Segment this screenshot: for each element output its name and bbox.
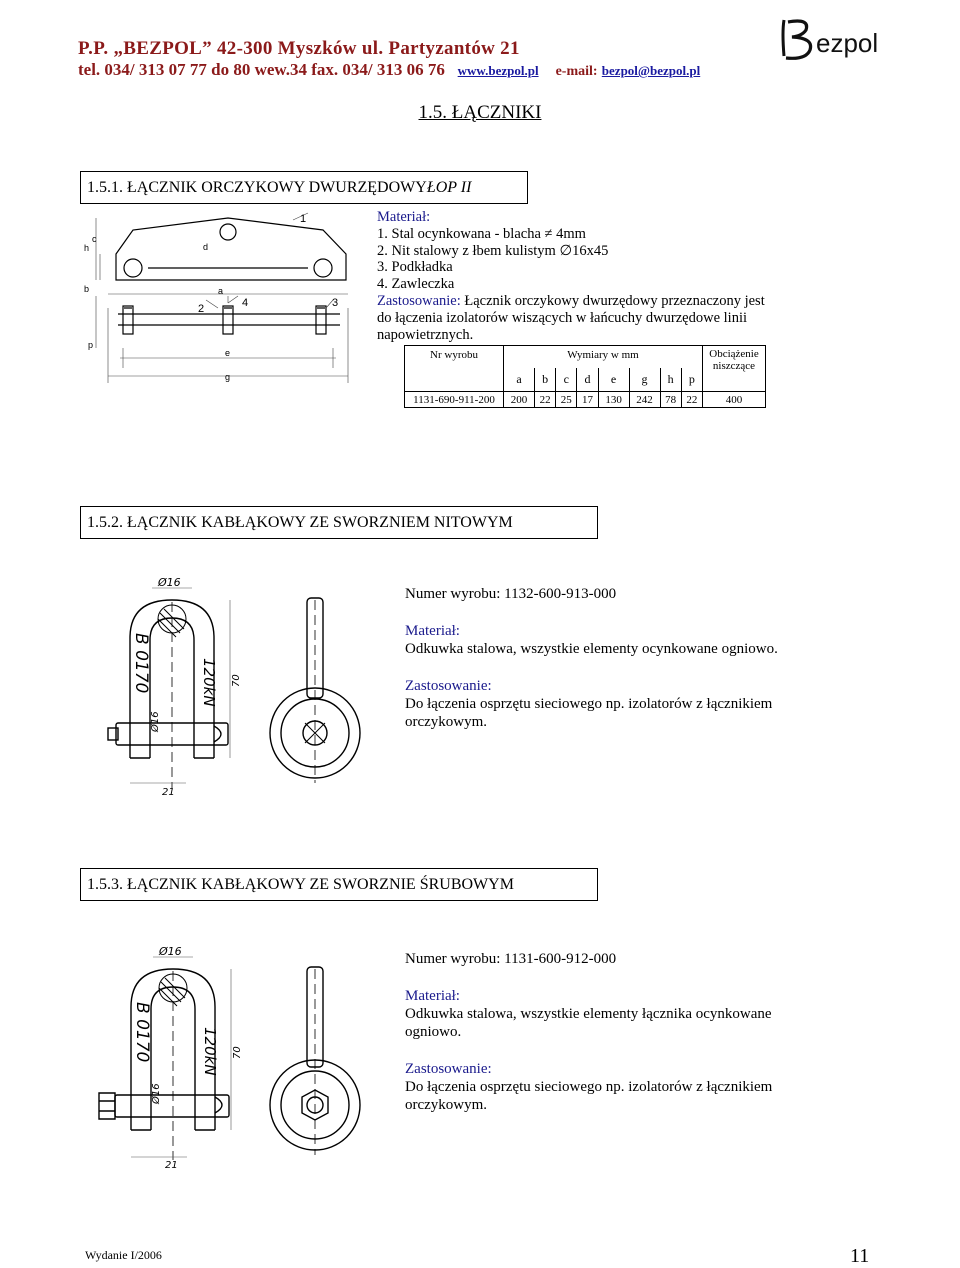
cell-dim: 130: [598, 392, 629, 408]
cell-dim: 242: [629, 392, 660, 408]
dim-21: 21: [165, 1160, 178, 1170]
label-n4: 4: [242, 297, 249, 309]
section1-usage-text: Łącznik orczykowy dwurzędowy przeznaczony jest: [460, 292, 765, 309]
material-item: 3. Podkładka: [377, 259, 453, 276]
cell-dim: 22: [681, 392, 702, 408]
header-company-line: P.P. „BEZPOL” 42-300 Myszków ul. Partyzantów 21: [78, 38, 520, 59]
section2-material-text: Odkuwka stalowa, wszystkie elementy ocynkowane ogniowo.: [405, 641, 778, 657]
section3-product-number: Numer wyrobu: 1131-600-912-000: [405, 951, 617, 967]
dim-d16-pin: Ø16: [150, 711, 161, 732]
section1-title-text: 1.5.1. ŁĄCZNIK ORCZYKOWY DWURZĘDOWY: [87, 178, 427, 196]
section2-usage-label: Zastosowanie:: [405, 678, 492, 694]
section2-title: 1.5.2. ŁĄCZNIK KABŁĄKOWY ZE SWORZNIEM NITOWYM: [80, 506, 598, 539]
rating-text: 120kN: [201, 1027, 219, 1076]
section3-shackle-drawing: [95, 945, 365, 1170]
section1-usage-text2: do łączenia izolatorów wiszących w łańcuchy dwurzędowe linii: [377, 309, 748, 326]
label-n3: 3: [332, 297, 339, 309]
dim-21: 21: [162, 787, 175, 798]
label-p: p: [88, 340, 94, 350]
label-a: a: [218, 286, 224, 296]
section1-usage-label: Zastosowanie:: [377, 292, 461, 309]
material-item: 2. Nit stalowy z łbem kulistym ∅16x45: [377, 242, 609, 259]
section1-description: [377, 209, 847, 343]
section1-title-code: ŁOP II: [426, 178, 472, 196]
col-dims-header: Wymiary w mm: [504, 346, 703, 368]
header-contact-line: [78, 60, 700, 80]
dim-header: h: [660, 368, 681, 392]
dim-header: d: [577, 368, 598, 392]
dim-header: p: [681, 368, 702, 392]
section1-usage-text3: napowietrznych.: [377, 326, 474, 343]
page-number: 11: [850, 1245, 870, 1267]
dim-d16: Ø16: [158, 578, 181, 589]
section3-usage-text2: orczykowym.: [405, 1097, 488, 1113]
label-n1: 1: [300, 213, 307, 225]
dim-70: 70: [232, 1046, 243, 1059]
dim-header: e: [598, 368, 629, 392]
col-load-header: Obciążenie niszczące: [703, 346, 766, 392]
section2-usage-text: Do łączenia osprzętu sieciowego np. izolatorów z łącznikiem: [405, 696, 773, 712]
bezpol-logo: [780, 16, 892, 62]
email-link[interactable]: bezpol@bezpol.pl: [601, 63, 701, 78]
label-h: h: [84, 243, 90, 253]
cell-dim: 25: [556, 392, 577, 408]
section2-material-label: Materiał:: [405, 623, 460, 639]
section3-material-label: Materiał:: [405, 988, 460, 1004]
mark-text: B 0170: [132, 1002, 152, 1063]
material-item: 4. Zawleczka: [377, 276, 455, 293]
label-e: e: [225, 348, 231, 358]
header-phone-fax: tel. 034/ 313 07 77 do 80 wew.34 fax. 034/ 313 06 76: [78, 60, 445, 79]
section3-material-text2: ogniowo.: [405, 1024, 462, 1040]
website-link[interactable]: www.bezpol.pl: [457, 63, 539, 78]
section2-usage-text2: orczykowym.: [405, 714, 488, 730]
section3-title: 1.5.3. ŁĄCZNIK KABŁĄKOWY ZE SWORZNIE ŚRUBOWYM: [80, 868, 598, 901]
dim-70: 70: [231, 674, 242, 687]
dim-header: a: [504, 368, 535, 392]
cell-dim: 17: [577, 392, 598, 408]
cell-dim: 78: [660, 392, 681, 408]
cell-dim: 200: [504, 392, 535, 408]
email-label: e-mail:: [555, 64, 598, 79]
cell-dim: 22: [534, 392, 555, 408]
label-n2: 2: [198, 303, 205, 315]
section1-spec-table: [404, 345, 766, 408]
col-product-header: Nr wyrobu: [405, 346, 504, 392]
section3-description: [405, 950, 925, 1114]
dim-header: c: [556, 368, 577, 392]
cell-product: 1131-690-911-200: [405, 392, 504, 408]
chapter-title: 1.5. ŁĄCZNIKI: [418, 102, 542, 123]
dim-d16-pin: Ø16: [151, 1083, 162, 1104]
mark-text: B 0170: [131, 633, 151, 694]
section2-product-number: Numer wyrobu: 1132-600-913-000: [405, 586, 617, 602]
section1-material-label: Materiał:: [377, 209, 431, 225]
dim-d16: Ø16: [159, 945, 182, 958]
material-item: 1. Stal ocynkowana - blacha ≠ 4mm: [377, 225, 586, 242]
footer-edition: Wydanie I/2006: [85, 1248, 162, 1262]
section3-usage-label: Zastosowanie:: [405, 1061, 492, 1077]
section2-shackle-drawing: [100, 578, 370, 798]
table-row: [405, 392, 766, 408]
section3-usage-text: Do łączenia osprzętu sieciowego np. izolatorów z łącznikiem: [405, 1079, 773, 1095]
rating-text: 120kN: [200, 658, 218, 707]
label-b: b: [84, 284, 90, 294]
dim-header: b: [534, 368, 555, 392]
label-c: c: [92, 234, 97, 244]
cell-load: 400: [703, 392, 766, 408]
dim-header: g: [629, 368, 660, 392]
section2-description: [405, 585, 925, 731]
label-d: d: [203, 242, 209, 252]
section3-material-text: Odkuwka stalowa, wszystkie elementy łącznika ocynkowane: [405, 1006, 772, 1022]
section1-title: [80, 171, 528, 204]
label-g: g: [225, 372, 231, 382]
svg-text:ezpol: ezpol: [816, 28, 879, 58]
section1-drawing: [78, 208, 363, 383]
